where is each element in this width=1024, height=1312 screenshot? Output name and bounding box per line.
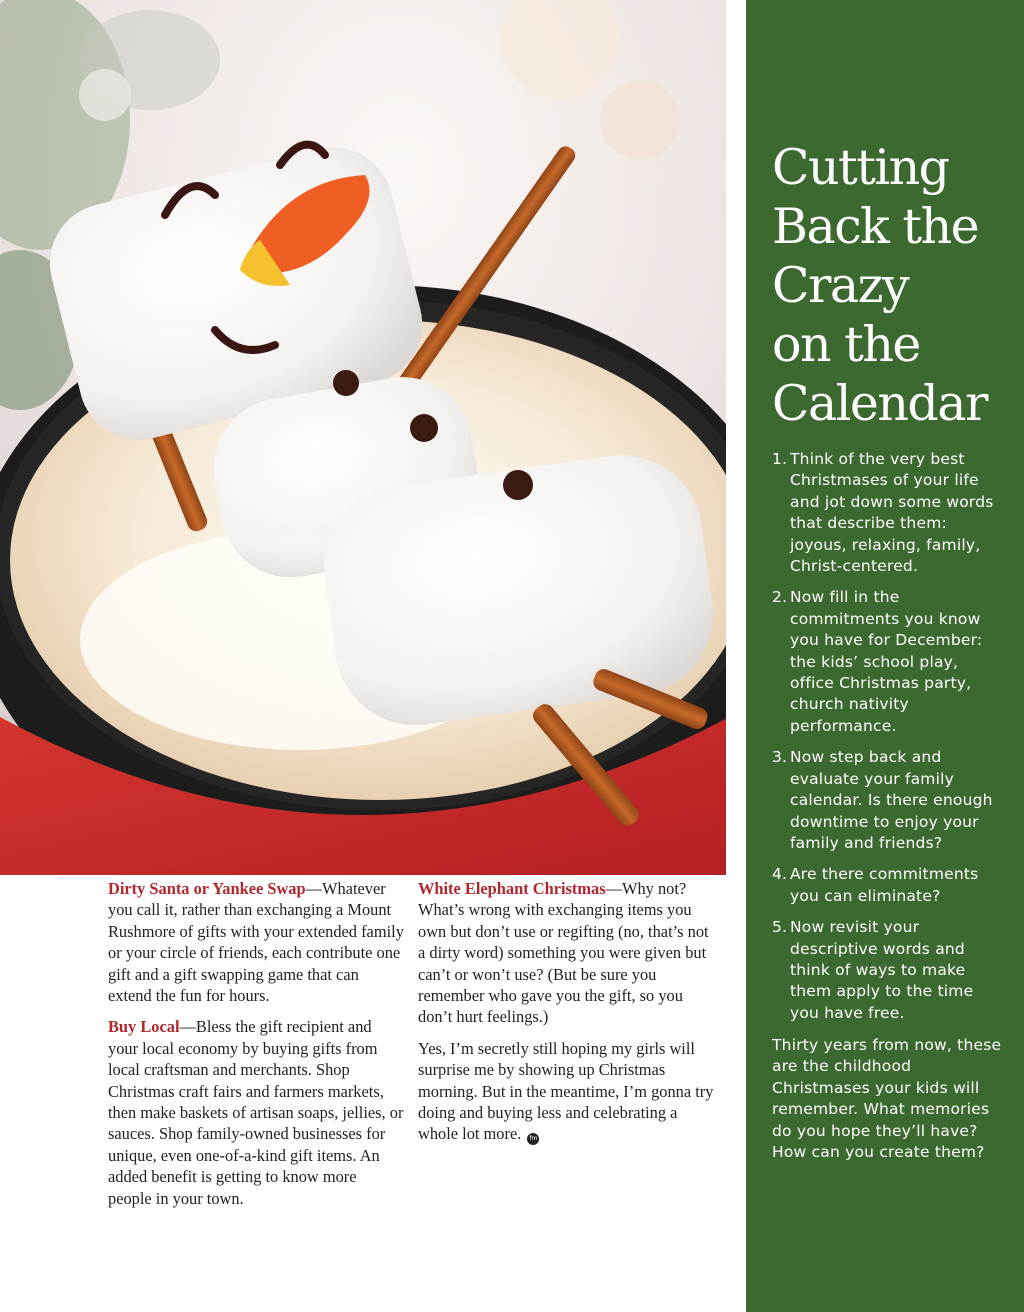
- buy-local-heading: Buy Local: [108, 1017, 180, 1037]
- title-line: Cutting: [772, 139, 949, 196]
- white-elephant-paragraph: [418, 878, 716, 1028]
- buy-local-body: —Bless the gift recipient and your local economy by buying gifts from local craftsman and merchants. Shop Christmas craft fairs and farmers markets, then make baskets of artisan soaps, jellies, or sauces. Shop family-owned businesses for unique, even one-of-a-kind gift items. An added benefit is getting to know more people in your town.: [108, 1017, 404, 1208]
- sidebar-panel: [746, 0, 1024, 1312]
- title-line: Crazy: [772, 257, 909, 314]
- step-item: [772, 917, 1004, 1024]
- dirty-santa-heading: Dirty Santa or Yankee Swap: [108, 879, 306, 898]
- step-item: [772, 864, 1004, 907]
- step-item: [772, 747, 1004, 854]
- end-mark-icon: fm: [527, 1133, 539, 1145]
- title-line: on the: [772, 316, 920, 373]
- closing-text: Yes, I’m secretly still hoping my girls will surprise me by showing up Christmas morning. But in the meantime, I’m gonna try doing and buying less and celebrating a whole lot more.: [418, 1038, 714, 1144]
- title-line: Calendar: [772, 375, 987, 432]
- step-text: Now fill in the commitments you know you have for December: the kids’ school play, office Christmas party, church nativity performance.: [790, 588, 983, 735]
- dirty-santa-body: —Whatever you call it, rather than exchanging a Mount Rushmore of gifts with your extended family or your circle of friends, each contribute one gift and a gift swapping game that can extend the fun for hours.: [108, 879, 404, 1006]
- steps-list: [772, 449, 1004, 1034]
- step-number: 3.: [772, 748, 788, 767]
- step-text: Think of the very best Christmases of your life and jot down some words that describe them: joyous, relaxing, family, Christ-centered.: [790, 450, 994, 576]
- step-text: Now revisit your descriptive words and think of ways to make them apply to the time you have free.: [790, 918, 974, 1022]
- step-number: 2.: [772, 588, 788, 607]
- closing-paragraph: [418, 1038, 716, 1146]
- white-elephant-heading: White Elephant Christmas: [418, 879, 606, 898]
- step-text: Now step back and evaluate your family calendar. Is there enough downtime to enjoy your family and friends?: [790, 748, 993, 852]
- hero-photo: [0, 0, 726, 875]
- step-item: [772, 449, 1004, 577]
- title-line: Back the: [772, 198, 979, 255]
- step-number: 4.: [772, 865, 788, 884]
- sidebar-title: [772, 138, 1022, 433]
- step-number: 5.: [772, 918, 788, 937]
- dirty-santa-paragraph: [108, 878, 404, 1006]
- sidebar-closing-text: Thirty years from now, these are the childhood Christmases your kids will remember. What memories do you hope they’ll have? How can you create them?: [772, 1036, 1002, 1162]
- step-text: Are there commitments you can eliminate?: [790, 865, 979, 905]
- buy-local-paragraph: [108, 1016, 404, 1209]
- article-column-right: [418, 878, 716, 1155]
- article-column-left: [108, 878, 404, 1219]
- step-number: 1.: [772, 450, 788, 468]
- white-elephant-body: —Why not? What’s wrong with exchanging items you own but don’t use or regifting (no, that’s not a dirty word) something you were given but can’t or won’t use? (But be sure you remember who gave you the gift, so you don’t hurt feelings.): [418, 879, 709, 1027]
- snowman-cocoa-illustration: [0, 0, 726, 875]
- step-item: [772, 587, 1004, 737]
